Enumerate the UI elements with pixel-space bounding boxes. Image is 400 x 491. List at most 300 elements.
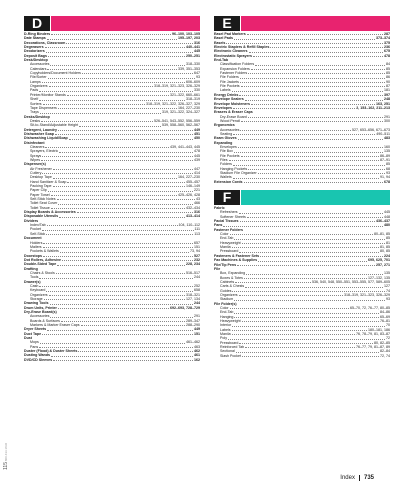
entry-pages: 85 bbox=[386, 71, 390, 76]
entry-name: Classification Folders bbox=[220, 62, 255, 67]
entry-pages: 93 bbox=[386, 297, 390, 302]
dot-leader bbox=[55, 134, 193, 135]
entry-pages: 257, 271 bbox=[376, 262, 390, 267]
entry-name: Date Stamps bbox=[24, 36, 46, 41]
right-index-column bbox=[214, 16, 390, 358]
entry-pages: 449 bbox=[194, 127, 200, 132]
dot-leader bbox=[229, 160, 379, 161]
dot-leader bbox=[232, 326, 385, 327]
entry-name: Decorations, Classroom bbox=[24, 40, 66, 45]
dot-leader bbox=[50, 304, 194, 305]
entry-name: Fax Machines & Supplies bbox=[214, 258, 258, 263]
entry-name: Fans bbox=[214, 223, 223, 228]
entry-name: Expanding bbox=[214, 140, 233, 145]
entry-pages: 692–693, 728–729 bbox=[170, 305, 200, 310]
entry-pages: 291 bbox=[194, 314, 200, 319]
entry-pages: 181 bbox=[384, 88, 390, 93]
entry-pages: 232 bbox=[194, 257, 200, 262]
entry-name: Dusting Wands bbox=[24, 353, 51, 358]
entry-name: Detergent, Laundry bbox=[24, 127, 57, 132]
entry-name: Cleaners bbox=[30, 144, 45, 149]
dot-leader bbox=[233, 178, 379, 179]
dot-leader bbox=[40, 113, 161, 114]
entry-name: File/Tip Pens bbox=[214, 262, 237, 267]
entry-pages: 96–100, 103–105 bbox=[172, 32, 200, 36]
dot-leader bbox=[39, 100, 185, 101]
entry-name: Index/Tab bbox=[30, 223, 46, 228]
entry-pages: 478 bbox=[194, 149, 200, 154]
entry-name: Drawer(s) bbox=[24, 279, 41, 284]
dot-leader bbox=[234, 313, 379, 314]
letter-header bbox=[214, 16, 390, 31]
entry-pages: 287 bbox=[384, 32, 390, 36]
entry-pages: 319, 321–322, 324–327 bbox=[162, 110, 200, 115]
entry-name: Toilet Seat Cover bbox=[30, 201, 58, 206]
dot-leader bbox=[260, 256, 383, 257]
entry-name: Accessories bbox=[30, 314, 50, 319]
entry-pages: 375 bbox=[384, 40, 390, 45]
entry-pages: 461–462 bbox=[186, 340, 200, 345]
entry-pages: 252 bbox=[194, 283, 200, 288]
entry-name: Markers & Marker Eraser Caps bbox=[30, 323, 80, 328]
entry-pages: 339, 351–353 bbox=[178, 66, 200, 71]
entry-name: Desks bbox=[30, 118, 40, 123]
dot-leader bbox=[43, 247, 193, 248]
entry-pages: 414 bbox=[194, 171, 200, 175]
entry-pages: 527 bbox=[194, 253, 200, 258]
entry-name: Files bbox=[220, 157, 228, 162]
dot-leader bbox=[51, 34, 171, 35]
entry-pages: 135 bbox=[384, 271, 390, 276]
entry-pages: 425–426, 428 bbox=[178, 192, 200, 197]
dot-leader bbox=[240, 82, 385, 83]
entry-name: Deposit Bags bbox=[24, 53, 47, 58]
entry-pages: 445 bbox=[194, 153, 200, 158]
entry-pages: 85 bbox=[386, 66, 390, 71]
entry-name: Boards & Surfaces bbox=[30, 318, 60, 323]
entry-pages: 250–251 bbox=[186, 53, 200, 58]
entry-name: Drawing Tools bbox=[24, 301, 49, 306]
dot-leader bbox=[59, 217, 185, 218]
dot-leader bbox=[251, 104, 375, 105]
dot-leader bbox=[47, 225, 178, 226]
section-letter: F bbox=[214, 190, 240, 205]
entry-name: Dry-Erase Board(s) bbox=[24, 310, 57, 314]
entry-pages: 164, 227–230 bbox=[178, 175, 200, 180]
entry-name: File Pockets bbox=[220, 84, 240, 89]
dot-leader bbox=[247, 217, 383, 218]
index-section bbox=[24, 16, 200, 362]
entry-name: Envelope Moisteners bbox=[214, 101, 250, 106]
dot-leader bbox=[42, 230, 194, 231]
entry-name: Hanging bbox=[220, 314, 234, 319]
dot-leader bbox=[81, 325, 185, 326]
entry-pages: 244 bbox=[194, 275, 200, 280]
entry-name: Disposable Utensils bbox=[24, 214, 59, 219]
dot-leader bbox=[50, 317, 193, 318]
dot-leader bbox=[51, 195, 177, 196]
dot-leader bbox=[46, 234, 193, 235]
entry-name: Electric Staplers & Refill Staples bbox=[214, 45, 270, 50]
entry-name: Expansion Folders bbox=[220, 66, 250, 71]
entry-name: End-Tab bbox=[220, 310, 234, 315]
page-footer bbox=[340, 475, 374, 481]
dot-leader bbox=[43, 243, 193, 244]
entry-name: Electronic Cleaners bbox=[214, 49, 248, 54]
entry-pages: 462 bbox=[194, 349, 200, 354]
entry-name: Air Freshener bbox=[30, 166, 52, 171]
entry-name: Energy Drinks bbox=[214, 92, 239, 97]
entry-pages: 291 bbox=[384, 114, 390, 119]
entry-pages: 397 bbox=[384, 92, 390, 97]
page-number: 735 bbox=[363, 475, 374, 481]
entry-pages: 675 bbox=[384, 49, 390, 54]
entry-name: Fastener Folders bbox=[220, 71, 248, 76]
entry-pages: 221 bbox=[194, 188, 200, 193]
dot-leader bbox=[66, 43, 193, 44]
entry-name: Calendars bbox=[30, 66, 47, 71]
entry-pages: 678 bbox=[384, 179, 390, 184]
entry-pages: 127 bbox=[384, 284, 390, 289]
entry-pages: 85 bbox=[386, 236, 390, 241]
entry-name: Copyholders/Document Holders bbox=[30, 71, 81, 76]
entry-name: Wood Pencil bbox=[220, 118, 241, 123]
entry-pages: 113 bbox=[194, 231, 200, 236]
entry-pages: 86 bbox=[386, 75, 390, 80]
left-index-column bbox=[24, 16, 200, 362]
entry-pages: 82–84 bbox=[380, 349, 390, 354]
entry-name: Organizers bbox=[30, 84, 48, 89]
entry-name: Boxes & Totes bbox=[220, 275, 243, 280]
dot-leader bbox=[46, 291, 193, 292]
entry-name: Pans bbox=[30, 344, 39, 349]
entry-name: Organizers bbox=[220, 292, 238, 297]
dot-leader bbox=[57, 265, 185, 266]
entry-pages: 539, 558–560, 562–567 bbox=[162, 123, 200, 128]
entry-pages: 461 bbox=[194, 353, 200, 358]
dot-leader bbox=[78, 351, 193, 352]
entry-name: Sprays bbox=[30, 153, 42, 158]
entry-pages: 76, 78–79, 81, 83–87 bbox=[356, 332, 390, 336]
dot-leader bbox=[46, 52, 193, 53]
entry-pages: 439 bbox=[194, 157, 200, 162]
entry-pages: 93 bbox=[196, 75, 200, 80]
entry-name: Self-Stick bbox=[30, 231, 46, 236]
entry-pages: 695, 625, 701 bbox=[368, 258, 390, 263]
entry-name: Heavyweight bbox=[220, 318, 241, 323]
dot-leader bbox=[232, 247, 379, 248]
entry-pages: 289–347 bbox=[186, 318, 200, 323]
entry-pages: 432–434 bbox=[186, 205, 200, 210]
dot-leader bbox=[42, 334, 193, 335]
entry-name: Desktop Tape bbox=[30, 175, 52, 180]
entry-pages: 288–290 bbox=[186, 323, 200, 328]
dot-leader bbox=[240, 130, 351, 131]
dot-leader bbox=[47, 69, 177, 70]
index-section bbox=[214, 16, 390, 184]
dot-leader bbox=[58, 204, 193, 205]
entry-name: Carts & Chests bbox=[220, 284, 245, 289]
entry-name: Stadium File Organizer bbox=[220, 171, 257, 175]
entry-pages: 526–541, 543–552, 556–559 bbox=[154, 118, 200, 123]
entry-name: Sit-to-Stand/Adjustable Height bbox=[30, 123, 79, 128]
dot-leader bbox=[241, 121, 383, 122]
dot-leader bbox=[239, 252, 379, 253]
entry-pages: 300 bbox=[384, 118, 390, 123]
entry-name: Color bbox=[220, 305, 229, 310]
dot-leader bbox=[43, 104, 145, 105]
dot-leader bbox=[255, 65, 385, 66]
entry-name: Electrostatic Sprayers bbox=[214, 53, 252, 58]
dot-leader bbox=[45, 47, 185, 48]
dot-leader bbox=[82, 73, 193, 74]
index-heading-entry bbox=[24, 358, 200, 362]
entry-name: Seating bbox=[220, 131, 233, 136]
entry-name: Desks/Desktop bbox=[24, 114, 50, 119]
entry-name: Duct Tape bbox=[24, 331, 42, 336]
entry-pages: 72, 74 bbox=[380, 353, 390, 358]
margin-text: 800.433.1836 bbox=[4, 442, 8, 462]
entry-name: Shelf bbox=[30, 97, 39, 102]
entry-pages: 81, 85 bbox=[380, 245, 390, 250]
entry-name: File Folders bbox=[220, 75, 239, 80]
entry-pages: 451 bbox=[194, 131, 200, 136]
dot-leader bbox=[232, 91, 383, 92]
entry-name: Paper Towel bbox=[30, 192, 50, 197]
entry-pages: 111 bbox=[194, 227, 200, 232]
entry-pages: 606–609 bbox=[186, 79, 200, 84]
dot-leader bbox=[244, 182, 383, 183]
entry-name: Duster (Flood) & Duster Sheets bbox=[24, 349, 78, 354]
entry-name: Double-Sided Tape bbox=[24, 262, 57, 267]
dot-leader bbox=[41, 121, 153, 122]
entry-name: Drafting bbox=[24, 266, 38, 271]
entry-name: Sectional bbox=[220, 349, 235, 354]
dot-leader bbox=[67, 182, 185, 183]
entry-pages: 224 bbox=[384, 253, 390, 258]
entry-pages: 43 bbox=[196, 197, 200, 202]
entry-pages: 65–69 bbox=[380, 314, 390, 319]
entry-name: Chairs & Stools bbox=[30, 270, 55, 275]
entry-name: Dispenser(s) bbox=[24, 162, 46, 167]
entry-pages: 85 bbox=[386, 162, 390, 167]
entry-pages: 163, 251 bbox=[376, 101, 390, 106]
entry-name: Dryer Sheets bbox=[24, 327, 47, 332]
entry-pages: 151 bbox=[194, 244, 200, 249]
section-color-stripe bbox=[51, 16, 200, 31]
entry-pages: 248 bbox=[384, 97, 390, 102]
entry-name: DVD/CD Sleeves bbox=[24, 357, 53, 362]
dot-leader bbox=[232, 330, 367, 331]
entry-name: Degreasers bbox=[24, 45, 44, 50]
dot-leader bbox=[240, 78, 385, 79]
entry-pages: 80, 85 bbox=[380, 249, 390, 254]
entry-name: Storage bbox=[30, 296, 43, 301]
entry-pages: 445 bbox=[194, 49, 200, 54]
entry-name: Color bbox=[220, 232, 229, 237]
entry-pages: 84–86 bbox=[380, 310, 390, 315]
dot-leader bbox=[53, 186, 185, 187]
entry-pages: 490–511 bbox=[376, 131, 390, 136]
entry-name: Interior bbox=[220, 323, 232, 328]
entry-pages: 413–414 bbox=[186, 214, 200, 219]
entry-pages: 450 bbox=[194, 136, 200, 141]
dot-leader bbox=[47, 39, 177, 40]
dot-leader bbox=[45, 147, 169, 148]
entry-pages: 478 bbox=[384, 53, 390, 58]
dot-leader bbox=[43, 256, 193, 257]
dot-leader bbox=[235, 282, 311, 283]
dot-leader bbox=[238, 147, 383, 148]
entry-name: Extension Cords bbox=[214, 179, 243, 184]
entry-name: Cutlery bbox=[30, 171, 42, 175]
entry-name: Poly bbox=[220, 336, 227, 341]
entry-pages: 76–77, 79, 81–87, 89 bbox=[356, 345, 390, 350]
entry-pages: 195–197, 203 bbox=[178, 36, 200, 41]
entry-pages: 80–81, 85 bbox=[374, 232, 390, 237]
entry-name: End-Tab bbox=[214, 58, 229, 63]
dot-leader bbox=[53, 360, 193, 361]
dot-leader bbox=[67, 95, 169, 96]
dot-leader bbox=[239, 343, 373, 344]
index-sub-entry bbox=[214, 354, 390, 358]
section-color-stripe bbox=[241, 190, 390, 205]
entry-name: Organizers bbox=[30, 292, 48, 297]
dot-leader bbox=[234, 239, 385, 240]
entry-name: File Pockets bbox=[220, 153, 240, 158]
entry-name: Folders bbox=[220, 162, 232, 167]
entry-pages: 316 bbox=[194, 40, 200, 45]
entry-name: Keyboard bbox=[30, 288, 46, 293]
entry-pages: 151 bbox=[194, 331, 200, 336]
entry-pages: 146–149 bbox=[186, 184, 200, 189]
dot-leader bbox=[233, 165, 385, 166]
dot-leader bbox=[239, 95, 383, 96]
entry-pages: 318–319, 321–323, 326–329 bbox=[154, 84, 200, 89]
dot-leader bbox=[241, 156, 379, 157]
dot-leader bbox=[270, 47, 383, 48]
entry-name: Accessories bbox=[30, 62, 50, 67]
footer-separator bbox=[359, 475, 360, 481]
dot-leader bbox=[47, 330, 193, 331]
entry-name: Softener Sheets bbox=[220, 214, 246, 219]
entry-name: Accessories bbox=[220, 127, 240, 132]
dot-leader bbox=[241, 86, 385, 87]
page-margin-info bbox=[3, 410, 13, 470]
dot-leader bbox=[245, 100, 383, 101]
entry-pages: 104, 110–112 bbox=[178, 223, 200, 228]
letter-header bbox=[24, 16, 200, 31]
dot-leader bbox=[58, 130, 193, 131]
dot-leader bbox=[49, 86, 153, 87]
entry-pages: 70 bbox=[386, 323, 390, 328]
entry-name: Mailers bbox=[30, 244, 42, 249]
dot-leader bbox=[58, 308, 169, 309]
dot-leader bbox=[232, 334, 355, 335]
dot-leader bbox=[234, 300, 385, 301]
entry-pages: 93 bbox=[386, 171, 390, 175]
entry-pages: 318–319, 321–322, 326–327, 329 bbox=[146, 101, 200, 106]
dot-leader bbox=[226, 43, 383, 44]
entry-name: Envelopes bbox=[220, 144, 237, 149]
index-heading-entry bbox=[214, 180, 390, 184]
entry-pages: 135 bbox=[384, 149, 390, 154]
entry-pages: 80, 82–85 bbox=[374, 340, 390, 345]
entry-name: Tools bbox=[30, 275, 39, 280]
entry-name: Pockets & Wallets bbox=[30, 249, 59, 254]
section-letter: D bbox=[24, 16, 50, 31]
section-color-stripe bbox=[241, 16, 390, 31]
entry-pages: 127, 134 bbox=[186, 296, 200, 301]
entry-name: Guides bbox=[220, 288, 232, 293]
dot-leader bbox=[258, 261, 367, 262]
entry-name: Facial Tissues bbox=[214, 219, 239, 224]
entry-pages: 76–81 bbox=[380, 318, 390, 323]
entry-pages: 447 bbox=[194, 166, 200, 171]
entry-pages: 81 bbox=[386, 240, 390, 245]
footer-label: Index bbox=[340, 475, 355, 481]
entry-pages: 318–319 bbox=[186, 97, 200, 102]
dot-leader bbox=[234, 317, 379, 318]
entry-name: Dust bbox=[24, 336, 32, 341]
entry-pages: 127–132, 135 bbox=[368, 275, 390, 280]
entry-name: Box, Expanding bbox=[220, 271, 246, 276]
entry-name: Sorters bbox=[30, 101, 42, 106]
dot-leader bbox=[48, 56, 185, 57]
dot-leader bbox=[245, 347, 355, 348]
dot-leader bbox=[57, 199, 195, 200]
dot-leader bbox=[79, 126, 161, 127]
dot-leader bbox=[249, 52, 383, 53]
dot-leader bbox=[50, 65, 185, 66]
dot-leader bbox=[248, 169, 385, 170]
dot-leader bbox=[253, 56, 383, 57]
entry-pages: 445 bbox=[384, 210, 390, 215]
entry-name: Dot Rollers, Adhesive bbox=[24, 257, 62, 262]
entry-pages: 647 bbox=[194, 71, 200, 76]
dot-leader bbox=[39, 91, 193, 92]
entry-name: Slash Pocket bbox=[220, 353, 241, 358]
entry-pages: 228, 234 bbox=[186, 262, 200, 267]
entry-name: Holders bbox=[30, 240, 43, 245]
entry-name: File/Sorter bbox=[30, 75, 47, 80]
dot-leader bbox=[246, 274, 383, 275]
entry-name: Cabinets bbox=[220, 279, 235, 284]
entry-name: Hand Sanitizer & Soap bbox=[30, 179, 67, 184]
entry-pages: 84 bbox=[386, 62, 390, 67]
dot-leader bbox=[69, 139, 193, 140]
entry-pages: 316 bbox=[194, 210, 200, 215]
entry-pages: 373–374 bbox=[376, 36, 390, 41]
entry-name: Lamps bbox=[30, 79, 41, 84]
dot-leader bbox=[234, 39, 375, 40]
entry-pages: 65–70, 72, 76–77, 80–85 bbox=[350, 305, 390, 310]
entry-name: File Folder(s) bbox=[214, 301, 237, 306]
entry-name: Sprayers, Electric bbox=[30, 149, 59, 154]
entry-name: Refreshers bbox=[220, 210, 238, 215]
dot-leader bbox=[39, 347, 193, 348]
dot-leader bbox=[62, 260, 193, 261]
dot-leader bbox=[233, 134, 375, 135]
entry-pages: 527, 653–656, 671–673 bbox=[352, 127, 390, 132]
entry-name: Pressboard bbox=[220, 340, 239, 345]
entry-pages: 536, 540, 548, 550–551, 553–555, 577, 589–605 bbox=[312, 279, 390, 284]
entry-pages: 2, 153–162, 211–213 bbox=[356, 105, 390, 110]
entry-name: Reinforced Tab bbox=[220, 345, 245, 350]
dot-leader bbox=[228, 339, 385, 340]
entry-pages: 160 bbox=[384, 144, 390, 149]
dot-leader bbox=[239, 295, 343, 296]
